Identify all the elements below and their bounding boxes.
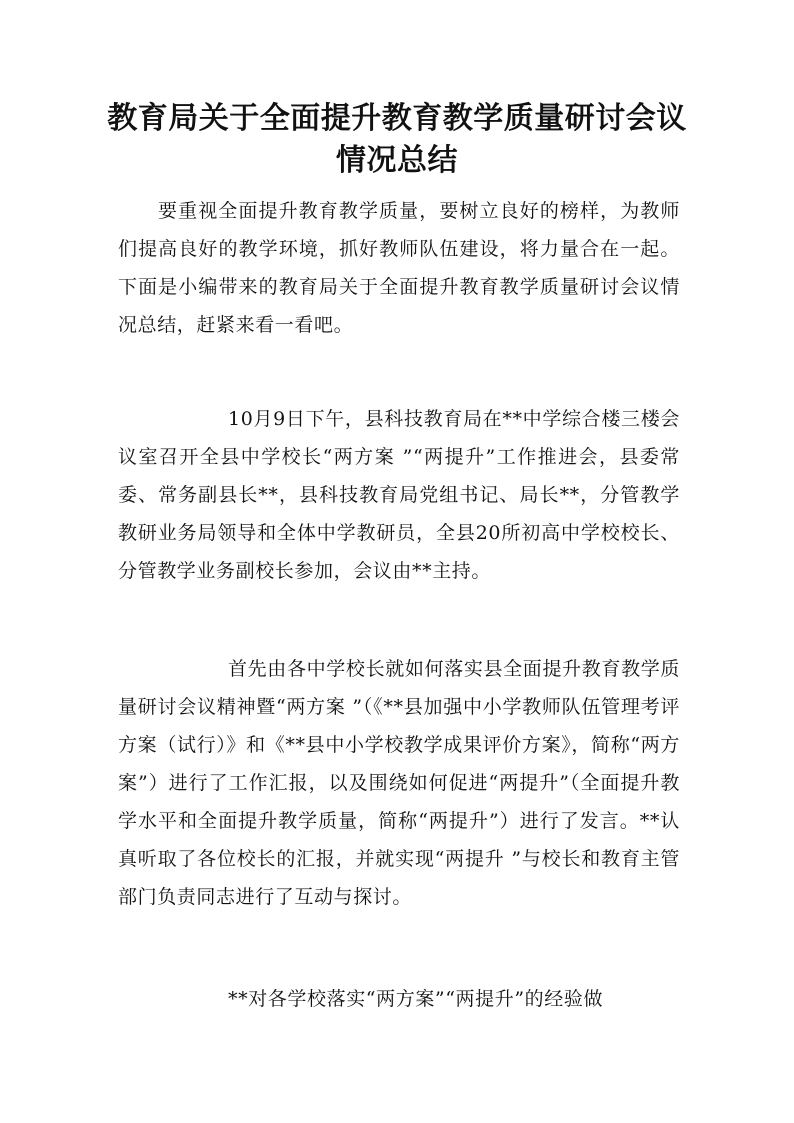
intro-paragraph: 要重视全面提升教育教学质量，要树立良好的榜样，为教师们提高良好的教学环境，抓好教师队伍建设，将力量合在一起。下面是小编带来的教育局关于全面提升教育教学质量研讨会议情况总结，赶紧来看一看吧。: [118, 200, 680, 336]
report-paragraph: 首先由各中学校长就如何落实县全面提升教育教学质量研讨会议精神暨“两方案 ”（《**县加强中小学教师队伍管理考评方案（试行）》和《**县中小学校教学成果评价方案》，简称“两方案”）进行了工作汇报，以及围绕如何促进“两提升”（全面提升教学水平和全面提升教学质量，简称“两提升”）进行了发言。**认真听取了各位校长的汇报，并就实现“两提升 ”与校长和教育主管部门负责同志进行了互动与探讨。: [118, 658, 680, 908]
meeting-paragraph: 10月9日下午，县科技教育局在**中学综合楼三楼会议室召开全县中学校长“两方案 ”“两提升”工作推进会，县委常委、常务副县长**，县科技教育局党组书记、局长**，分管教学教研业务局领导和全体中学教研员，全县20所初高中学校校长、分管教学业务副校长参加，会议由**主持。: [118, 408, 680, 582]
document-title: 教育局关于全面提升教育教学质量研讨会议情况总结: [107, 101, 687, 178]
summary-paragraph: **对各学校落实“两方案”“两提升”的经验做: [228, 988, 604, 1010]
